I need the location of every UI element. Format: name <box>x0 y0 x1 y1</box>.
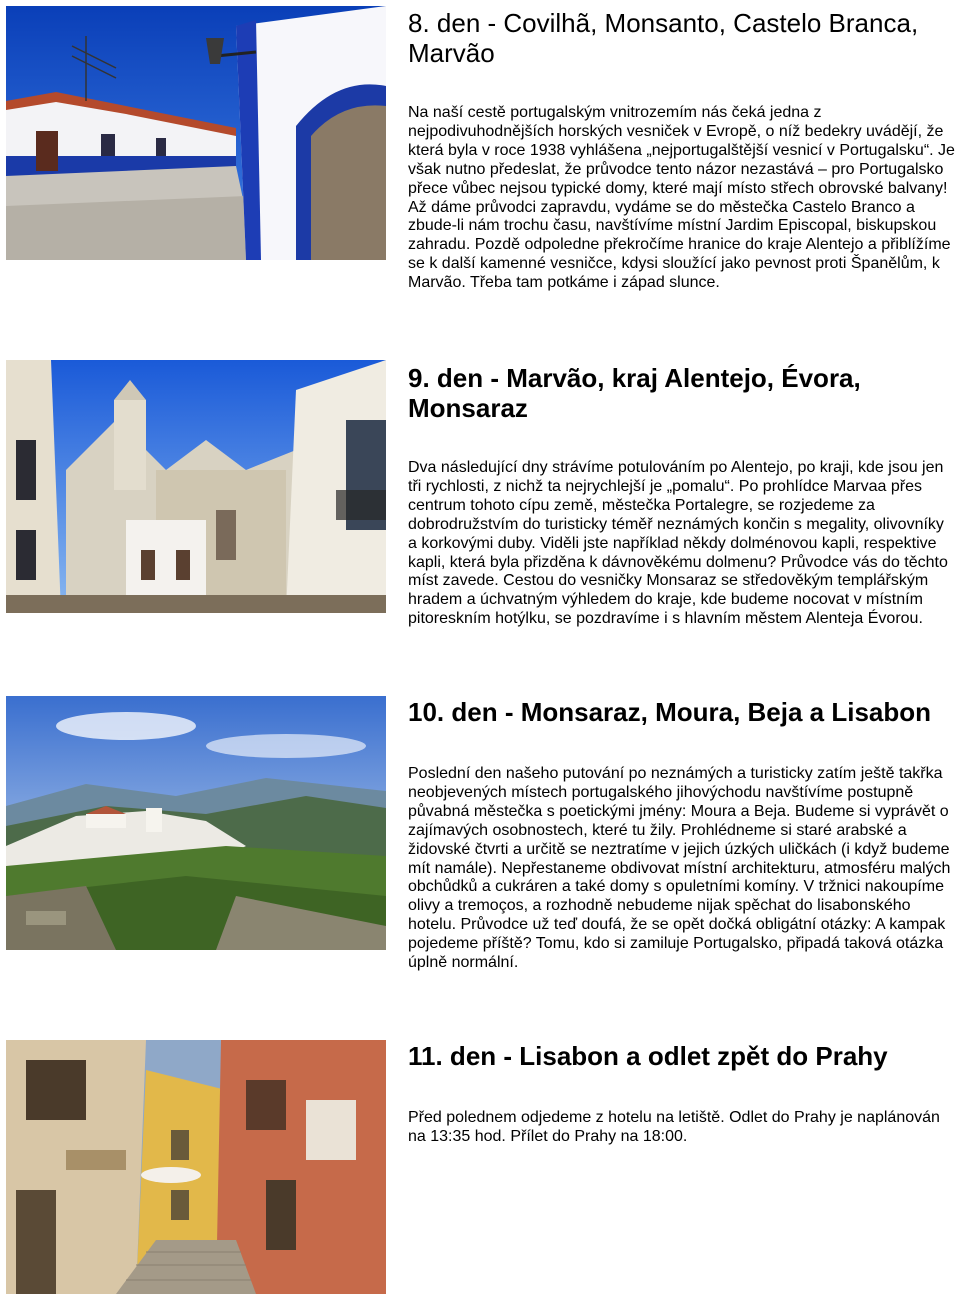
day-8-title: 8. den - Covilhã, Monsanto, Castelo Branca, Marvão <box>408 8 919 68</box>
day-9-title: 9. den - Marvão, kraj Alentejo, Évora, Monsaraz <box>408 363 861 423</box>
day-10-title: 10. den - Monsaraz, Moura, Beja a Lisabon <box>408 697 932 727</box>
evora-church-photo <box>6 360 386 613</box>
village-street-photo <box>6 6 386 260</box>
day-8-text: Na naší cestě portugalským vnitrozemím nás čeká jedna z nejpodivuhodnějších horských vesniček v Evropě, o níž bedekry uvádějí, že která byla v roce 1938 vyhlášena „nejportugalštější vesnicí v Portugalsku“. Je však nutno předeslat, že průvodce tento názor nezastává – pro Portugalsko přece vůbec nejsou typické domy, které mají místo střech obrovské balvany! Až dáme průvodci zapravdu, vydáme se do městečka Castelo Branco a zbude-li nám trochu času, navštívíme místní Jardim Episcopal, biskupskou zahradu. Pozdě odpoledne překročíme hranice do kraje Alentejo a přiblížíme se k další kamenné vesničce, kdysi sloužící jako pevnost proti Španělům, k Marvão. Třeba tam potkáme i západ slunce. <box>408 104 955 292</box>
day-10-text: Poslední den našeho putování po neznámých a turisticky zatím ještě takřka neobjevených místech portugalského jihovýchodu navštívíme postupně půvabná městečka s poetickými jmény: Moura a Beja. Budeme si vyprávět o zajímavých osobnostech, které tu žily. Prohlédneme si staré arabské a židovské čtvrti a určitě se neztratíme v jejich úzkých uličkách (i když budeme mít namále). Nepřestaneme obdivovat místní architekturu, atmosféru malých obchůdků a cukráren a také domy s opuletními komíny. V tržnici nakoupíme olivy a tremoços, a rozhodně nebudeme nijak spěchat do lisabonského hotelu. Průvodce už teď doufá, že se opět dočká obligátní otázky: A kampak pojedeme příště? Tomu, kdo si zamiluje Portugalsko, připadá taková otázka úplně normální. <box>408 765 951 972</box>
lisbon-alley-photo <box>6 1040 386 1294</box>
day-11-title: 11. den - Lisabon a odlet zpět do Prahy <box>408 1041 888 1071</box>
monsaraz-landscape-photo <box>6 696 386 950</box>
day-9-text: Dva následující dny strávíme potulováním po Alentejo, po kraji, kde jsou jen tři rychlosti, z nichž ta nejrychlejší je „pomalu“. Po prohlídce Marvaa přes centrum tohoto cípu země, městečka Portalegre, se rozjedeme za dobrodružstvím do turisticky téměř neznámých končin s megality, olivovníky a korkovými duby. Viděli jste například někdy dolménovou kapli, respektive kapli, která byla přizděna k dávnověkému dolmenu? Průvodce vás do těchto míst zavede. Cestou do vesničky Monsaraz se středověkým templářským hradem a úchvatným výhledem do kraje, kde budeme nocovat v místním pitoreskním hotýlku, se pozdravíme i s hlavním městem Alenteja Évorou. <box>408 459 948 628</box>
day-8-section <box>0 0 960 340</box>
day-11-text: Před polednem odjedeme z hotelu na letiště. Odlet do Prahy je naplánován na 13:35 hod. Přílet do Prahy na 18:00. <box>408 1109 940 1145</box>
